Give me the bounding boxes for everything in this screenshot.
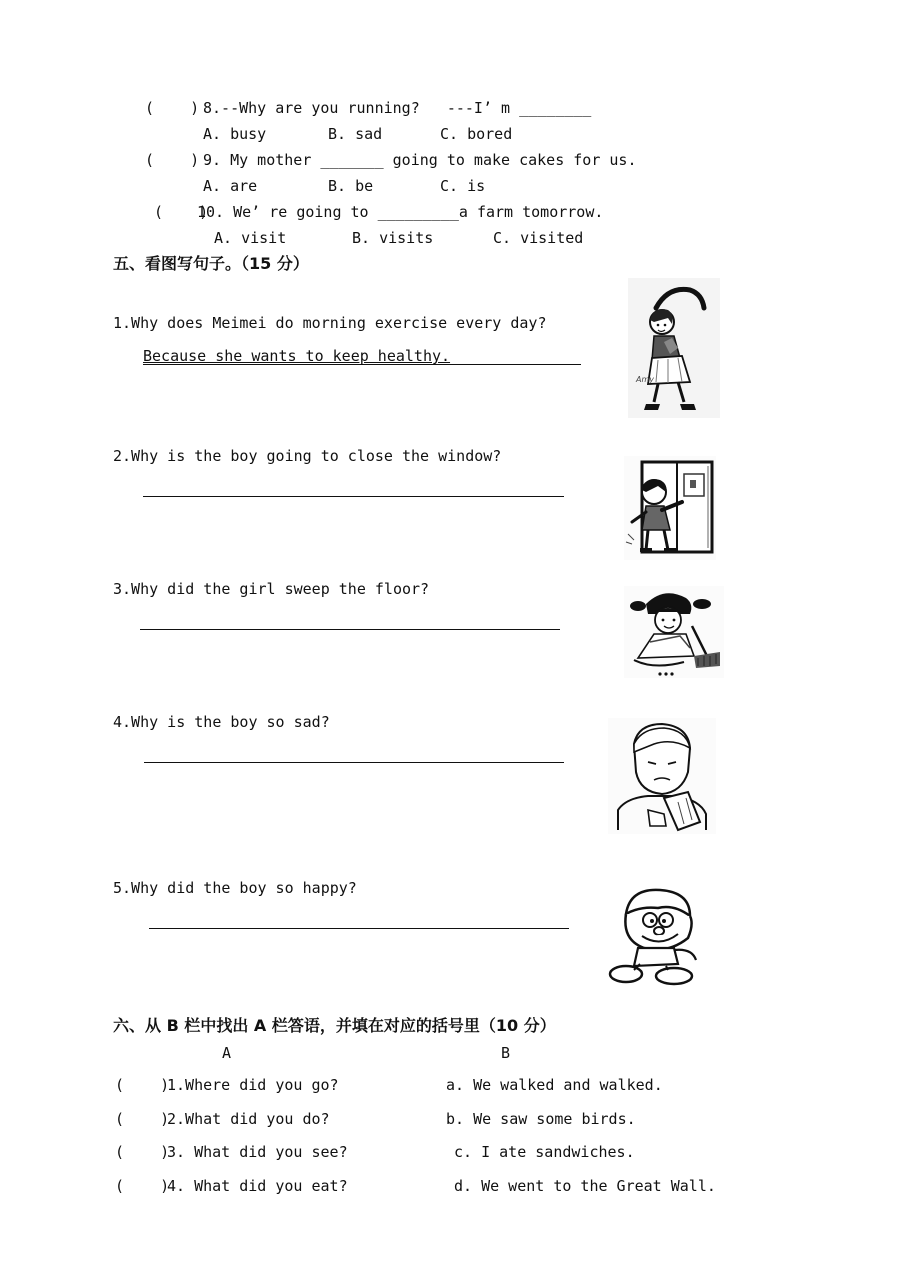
p5-answer-1[interactable]: Because she wants to keep healthy. — [143, 347, 451, 365]
q10-option-a: A. visit — [214, 229, 287, 247]
q9-option-c: C. is — [440, 177, 486, 195]
match-bracket-3[interactable]: ( ) — [115, 1143, 170, 1161]
p5-answer-line-5[interactable] — [149, 928, 569, 929]
q8-stem: 8.--Why are you running? ---I’ m ________ — [203, 99, 592, 117]
q8-option-a: A. busy — [203, 125, 267, 143]
p5-question-2: 2.Why is the boy going to close the window? — [113, 447, 502, 465]
match-a-3: 3. What did you see? — [167, 1143, 348, 1161]
q9-option-a: A. are — [203, 177, 258, 195]
boy-closing-window-picture — [624, 456, 716, 560]
q10-bracket[interactable]: ( ) — [154, 203, 209, 221]
section5-heading: 五、看图写句子。（15 分） — [113, 254, 309, 273]
girl-exercising-picture — [628, 278, 720, 418]
q8-option-c: C. bored — [440, 125, 513, 143]
column-a-label: A — [222, 1044, 232, 1062]
q8-bracket[interactable]: ( ) — [145, 99, 200, 117]
match-b-1: a. We walked and walked. — [446, 1076, 663, 1094]
p5-answer-line-1[interactable] — [143, 364, 581, 365]
match-a-2: 2.What did you do? — [167, 1110, 330, 1128]
match-a-4: 4. What did you eat? — [167, 1177, 348, 1195]
q9-stem: 9. My mother _______ going to make cakes for us. — [203, 151, 637, 169]
p5-answer-line-3[interactable] — [140, 629, 560, 630]
happy-boy-picture — [604, 884, 706, 988]
section6-heading: 六、从 B 栏中找出 A 栏答语，并填在对应的括号里（10 分） — [113, 1016, 556, 1035]
p5-question-1: 1.Why does Meimei do morning exercise every day? — [113, 314, 547, 332]
q9-bracket[interactable]: ( ) — [145, 151, 200, 169]
q9-option-b: B. be — [328, 177, 374, 195]
match-b-2: b. We saw some birds. — [446, 1110, 636, 1128]
p5-answer-line-4[interactable] — [144, 762, 564, 763]
q10-option-c: C. visited — [493, 229, 584, 247]
match-bracket-1[interactable]: ( ) — [115, 1076, 170, 1094]
q8-option-b: B. sad — [328, 125, 383, 143]
p5-question-5: 5.Why did the boy so happy? — [113, 879, 357, 897]
match-bracket-4[interactable]: ( ) — [115, 1177, 170, 1195]
match-b-4: d. We went to the Great Wall. — [454, 1177, 716, 1195]
q10-stem: 10. We’ re going to _________a farm tomorrow. — [197, 203, 604, 221]
p5-answer-line-2[interactable] — [143, 496, 564, 497]
pic1-name-label: Amy — [636, 375, 654, 384]
girl-sweeping-picture — [624, 586, 724, 678]
sad-boy-picture — [608, 718, 716, 834]
p5-question-3: 3.Why did the girl sweep the floor? — [113, 580, 430, 598]
q10-option-b: B. visits — [352, 229, 434, 247]
p5-question-4: 4.Why is the boy so sad? — [113, 713, 330, 731]
match-a-1: 1.Where did you go? — [167, 1076, 339, 1094]
match-bracket-2[interactable]: ( ) — [115, 1110, 170, 1128]
column-b-label: B — [501, 1044, 511, 1062]
match-b-3: c. I ate sandwiches. — [454, 1143, 635, 1161]
